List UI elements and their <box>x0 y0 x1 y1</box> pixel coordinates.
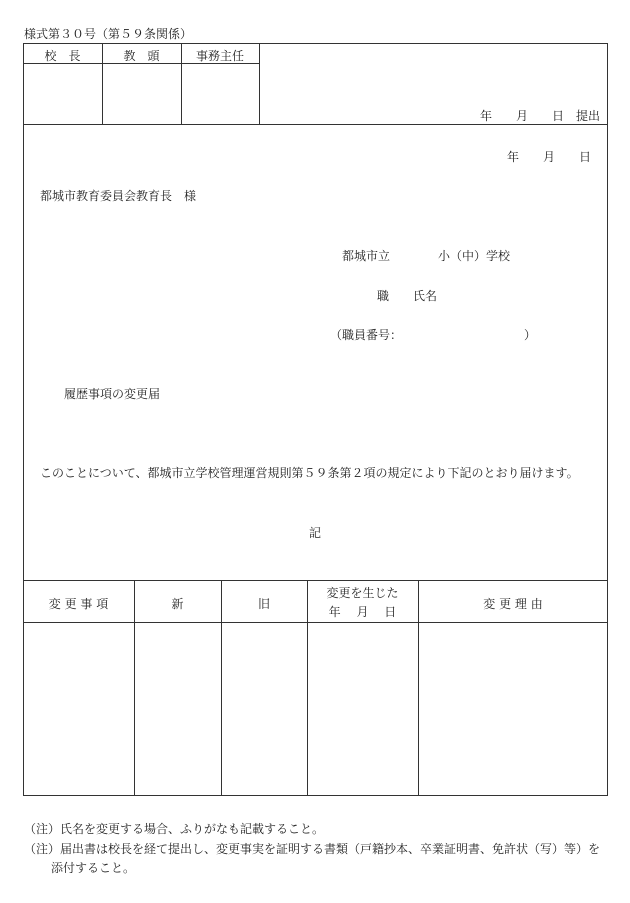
approval-bottom-line <box>23 124 608 125</box>
subject: 履歴事項の変更届 <box>64 387 161 401</box>
staff-number-open: （職員番号： <box>330 328 403 342</box>
note-2: （注）届出書は校長を経て提出し、変更事実を証明する書類（戸籍抄本、卒業証明書、免許状（写）等）を <box>24 842 601 856</box>
table-col-divider-2 <box>221 580 222 796</box>
table-col-divider-4 <box>418 580 419 796</box>
col-header-old: 旧 <box>257 597 270 611</box>
table-header-line <box>23 622 608 623</box>
note-2-continued: 添付すること。 <box>51 861 136 875</box>
staff-number-close: ） <box>524 328 537 342</box>
body-text: このことについて、都城市立学校管理運営規則第５９条第２項の規定により下記のとおり届けます。 <box>40 466 579 480</box>
admin-chief-label: 事務主任 <box>195 49 244 63</box>
col-header-new: 新 <box>171 597 184 611</box>
vice-principal-label: 教 頭 <box>123 49 160 63</box>
col-header-date-top: 変更を生じた <box>326 586 399 600</box>
col-header-reason: 変 更 理 由 <box>483 597 543 611</box>
table-col-divider-1 <box>134 580 135 796</box>
submitted-date: 年 月 日 提出 <box>480 109 601 123</box>
col-header-item: 変 更 事 項 <box>48 597 109 611</box>
stamp-divider-3 <box>259 43 260 124</box>
col-header-date-bottom: 年 月 日 <box>328 605 397 619</box>
form-number: 様式第３０号（第５９条関係） <box>24 27 193 41</box>
position-name: 職 氏名 <box>377 289 438 303</box>
principal-label: 校 長 <box>44 49 81 63</box>
ki-mark: 記 <box>309 526 322 540</box>
school-line: 都城市立 小（中）学校 <box>342 249 511 263</box>
table-top-line <box>23 580 608 581</box>
addressee: 都城市教育委員会教育長 様 <box>40 189 197 203</box>
note-1: （注）氏名を変更する場合、ふりがなも記載すること。 <box>24 822 325 836</box>
date-line: 年 月 日 <box>507 150 592 164</box>
